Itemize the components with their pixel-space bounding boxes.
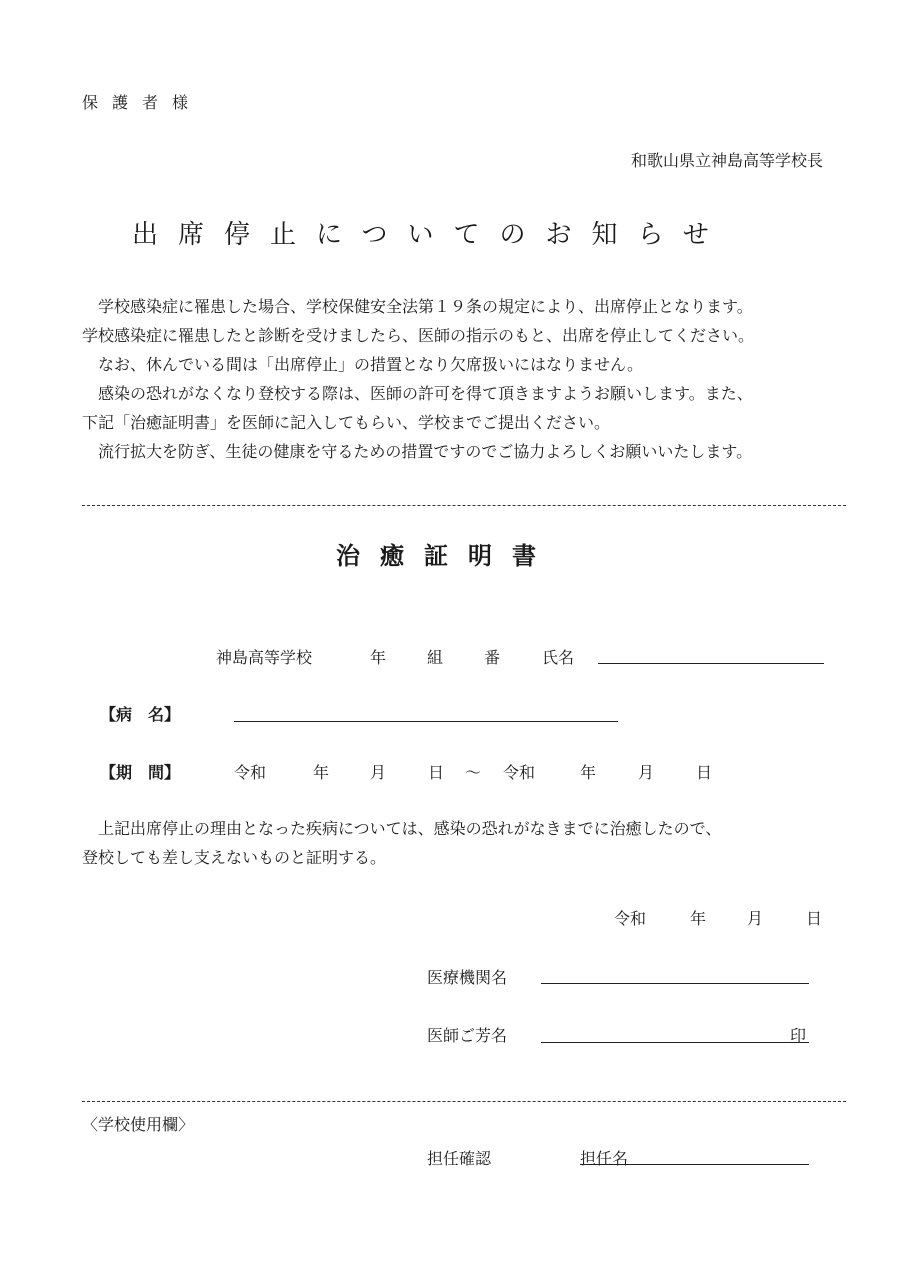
cut-line xyxy=(82,505,846,506)
certificate-title: 治癒証明書 xyxy=(336,542,556,570)
number-label: 番 xyxy=(484,648,501,667)
notice-paragraph: 学校感染症に罹患した場合、学校保健安全法第１９条の規定により、出席停止となります。 xyxy=(82,297,753,316)
period-label: 【期 間】 xyxy=(100,763,181,782)
notice-paragraph: 感染の恐れがなくなり登校する際は、医師の許可を得て頂きますようお願いします。また、 xyxy=(82,384,753,403)
notice-paragraph: 下記「治癒証明書」を医師に記入してもらい、学校までご提出ください。 xyxy=(82,413,611,432)
period-end-day: 日 xyxy=(696,763,713,782)
period-start-day: 日 xyxy=(428,763,445,782)
notice-paragraph: 学校感染症に罹患したと診断を受けましたら、医師の指示のもと、出席を停止してください。 xyxy=(82,326,755,345)
class-label: 組 xyxy=(427,648,444,667)
homeroom-confirm-label: 担任確認 xyxy=(427,1149,492,1168)
sender-principal: 和歌山県立神島高等学校長 xyxy=(630,151,823,170)
notice-paragraph: なお、休んでいる間は「出席停止」の措置となり欠席扱いにはなりません。 xyxy=(82,355,643,374)
seal-mark: 印 xyxy=(790,1026,807,1045)
school-name: 神島高等学校 xyxy=(216,648,313,667)
period-end-year: 年 xyxy=(580,763,597,782)
doctor-field-line[interactable] xyxy=(541,1042,809,1043)
issue-date-era: 令和 xyxy=(614,909,647,928)
period-end-era: 令和 xyxy=(503,763,536,782)
period-tilde: 〜 xyxy=(465,763,482,782)
notice-body xyxy=(82,292,842,466)
issue-date-year: 年 xyxy=(690,909,707,928)
disease-field-line[interactable] xyxy=(234,721,618,722)
addressee: 保護者様 xyxy=(82,93,203,112)
school-use-heading: 〈学校使用欄〉 xyxy=(82,1115,195,1134)
statement-line: 登校しても差し支えないものと証明する。 xyxy=(82,848,387,867)
institution-label: 医療機関名 xyxy=(427,968,508,987)
grade-label: 年 xyxy=(370,648,387,667)
issue-date-day: 日 xyxy=(806,909,823,928)
institution-field-line[interactable] xyxy=(541,983,809,984)
period-start-month: 月 xyxy=(370,763,387,782)
period-start-era: 令和 xyxy=(234,763,267,782)
statement-line: 上記出席停止の理由となった疾病については、感染の恐れがなきまでに治癒したので、 xyxy=(82,819,722,838)
homeroom-teacher-label: 担任名 xyxy=(580,1149,629,1168)
issue-date-month: 月 xyxy=(747,909,764,928)
period-end-month: 月 xyxy=(638,763,655,782)
name-label: 氏名 xyxy=(542,648,575,667)
doctor-label: 医師ご芳名 xyxy=(427,1026,508,1045)
notice-paragraph: 流行拡大を防ぎ、生徒の健康を守るための措置ですのでご協力よろしくお願いいたします。 xyxy=(82,442,753,461)
notice-title: 出席停止についてのお知らせ xyxy=(132,220,729,250)
name-field-line[interactable] xyxy=(598,663,824,664)
teacher-field-line[interactable] xyxy=(580,1164,809,1165)
disease-label: 【病 名】 xyxy=(100,705,181,724)
cut-line-bottom xyxy=(82,1101,846,1102)
certificate-statement xyxy=(82,814,721,872)
period-start-year: 年 xyxy=(313,763,330,782)
